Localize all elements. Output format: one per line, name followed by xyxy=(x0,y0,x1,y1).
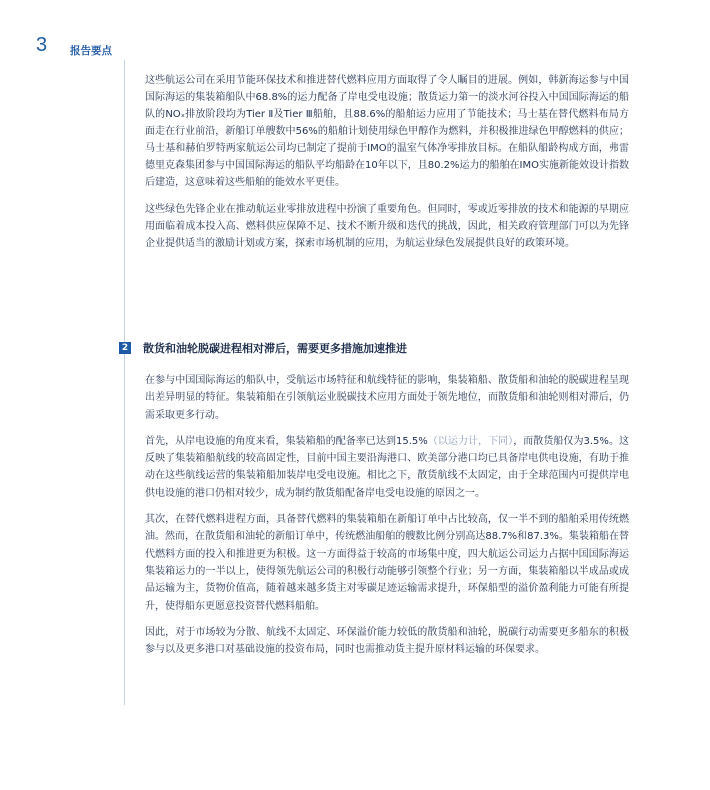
section-body xyxy=(145,372,629,667)
intro-paragraph-2: 这些绿色先锋企业在推动航运业零排放进程中扮演了重要角色。但同时，零或近零排放的技术和能源的早期应用面临着成本投入高、燃料供应保障不足、技术不断升级和迭代的挑战，因此，相关政府管理部门可以为先锋企业提供适当的激励计划或方案，探索市场机制的应用，为航运业绿色发展提供良好的政策环境。 xyxy=(145,204,629,249)
section-paragraph-2-start: 首先，从岸电设施的角度来看，集装箱船的配备率已达到15.5% xyxy=(145,435,428,447)
page-header-title: 报告要点 xyxy=(70,45,112,57)
section-paragraph-1: 在参与中国国际海运的船队中，受航运市场特征和航线特征的影响，集装箱船、散货船和油轮的脱碳进程呈现出差异明显的特征。集装箱船在引领航运业脱碳技术应用方面处于领先地位，而散货船和油轮则相对滞后，仍需采取更多行动。 xyxy=(145,375,629,421)
section-paragraph-2-note: （以运力计，下同） xyxy=(427,435,514,447)
page-number: 3 xyxy=(36,34,48,56)
intro-text xyxy=(145,72,629,252)
section-paragraph-4: 因此，对于市场较为分散、航线不太固定、环保溢价能力较低的散货船和油轮，脱碳行动需要更多船东的积极参与以及更多港口对基础设施的投资布局，同时也需推动货主提升原材料运输的环保要求。 xyxy=(145,626,629,656)
section-paragraph-2-end: ，而散货船仅为3.5%。这反映了集装箱船航线的较高固定性，目前中国主要沿海港口、欧美部分港口均已具备岸电供电设施，有助于推动在这些航线运营的集装箱船加装岸电受电设施。相比之下，散货航线不太固定，由于全球范围内可提供岸电供电设施的港口仍相对较少，成为制约散货船配备岸电受电设施的原因之一。 xyxy=(145,435,629,499)
intro-paragraph-1: 这些航运公司在采用节能环保技术和推进替代燃料应用方面取得了令人瞩目的进展。例如，韩新海运参与中国国际海运的集装箱船队中68.8%的运力配备了岸电受电设施；散货运力第一的淡水河谷投入中国国际海运的船队的NOₓ排放阶段均为Tier Ⅱ及Tier Ⅲ船舶，且88.6%的船舶运力应用了节能技术；马士基在替代燃料布局方面走在行业前沿，新船订单艘数中56%的船舶计划使用绿色甲醇作为燃料，并积极推进绿色甲醇燃料的供应；马士基和赫伯罗特两家航运公司均已制定了提前于IMO的温室气体净零排放目标。在船队船龄构成方面，弗雷德里克森集团参与中国国际海运的船队平均船龄在10年以下，且80.2%运力的船舶在IMO实施新能效设计指数后建造，这意味着这些船舶的能效水平更佳。 xyxy=(145,75,629,188)
section-title: 散货和油轮脱碳进程相对滞后，需要更多措施加速推进 xyxy=(143,342,407,355)
section-paragraph-2 xyxy=(145,433,629,502)
section-number-badge: 2 xyxy=(119,342,131,354)
margin-divider xyxy=(124,60,125,705)
section-heading xyxy=(119,340,407,356)
section-paragraph-3: 其次，在替代燃料进程方面，具备替代燃料的集装箱船在新船订单中占比较高，仅一半不到的船舶采用传统燃油。然而，在散货船和油轮的新船订单中，传统燃油船舶的艘数比例分别高达88.7%和87.3%。集装箱船在替代燃料方面的投入和推进更为积极。这一方面得益于较高的市场集中度，四大航运公司运力占据中国国际海运集装箱运力的一半以上，使得领先航运公司的积极行动能够引领整个行业；另一方面，集装箱船以半成品或成品运输为主，货物价值高，随着越来越多货主对零碳足迹运输需求提升，环保船型的溢价盈利能力可能有所提升，使得船东更愿意投资替代燃料船舶。 xyxy=(145,514,629,612)
